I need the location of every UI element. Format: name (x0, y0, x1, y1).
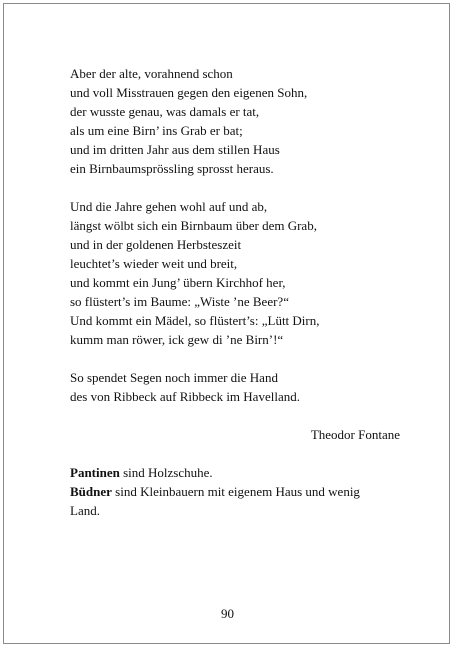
poem-line: als um eine Birn’ ins Grab er bat; (70, 123, 243, 138)
poem-line: Und die Jahre gehen wohl auf und ab, (70, 199, 268, 214)
footnote-term: Pantinen (70, 465, 120, 480)
poem-line: Und kommt ein Mädel, so flüstert’s: „Lütt Dirn, (70, 313, 320, 328)
poem-line: kumm man röwer, ick gew di ’ne Birn’!“ (70, 332, 284, 347)
page-number: 90 (221, 606, 234, 621)
poem-line: und in der goldenen Herbsteszeit (70, 237, 242, 252)
footnote-buedner (70, 482, 380, 520)
poem-line: Aber der alte, vorahnend schon (70, 66, 233, 81)
stanza-2 (70, 197, 400, 349)
page-content (70, 64, 400, 520)
poem-line: der wusste genau, was damals er tat, (70, 104, 260, 119)
poem-line: und kommt ein Jung’ übern Kirchhof her, (70, 275, 286, 290)
stanza-3 (70, 368, 400, 406)
poem-line: und im dritten Jahr aus dem stillen Haus (70, 142, 280, 157)
stanza-1 (70, 64, 400, 178)
poem-line: längst wölbt sich ein Birnbaum über dem Grab, (70, 218, 317, 233)
poem-line: leuchtet’s wieder weit und breit, (70, 256, 238, 271)
footnote-text: sind Holzschuhe. (119, 465, 213, 480)
poem-line: so flüstert’s im Baume: „Wiste ’ne Beer?“ (70, 294, 289, 309)
poem-line: So spendet Segen noch immer die Hand (70, 370, 278, 385)
footnotes (70, 463, 400, 520)
poem-author: Theodor Fontane (310, 427, 400, 442)
footnote-term: Büdner (70, 484, 112, 499)
footnote-text: sind Kleinbauern mit eigenem Haus und wenig Land. (70, 484, 360, 518)
poem-line: ein Birnbaumsprössling sprosst heraus. (70, 161, 274, 176)
footnote-pantinen (70, 463, 380, 482)
poem-line: und voll Misstrauen gegen den eigenen Sohn, (70, 85, 308, 100)
poem-line: des von Ribbeck auf Ribbeck im Havelland. (70, 389, 300, 404)
